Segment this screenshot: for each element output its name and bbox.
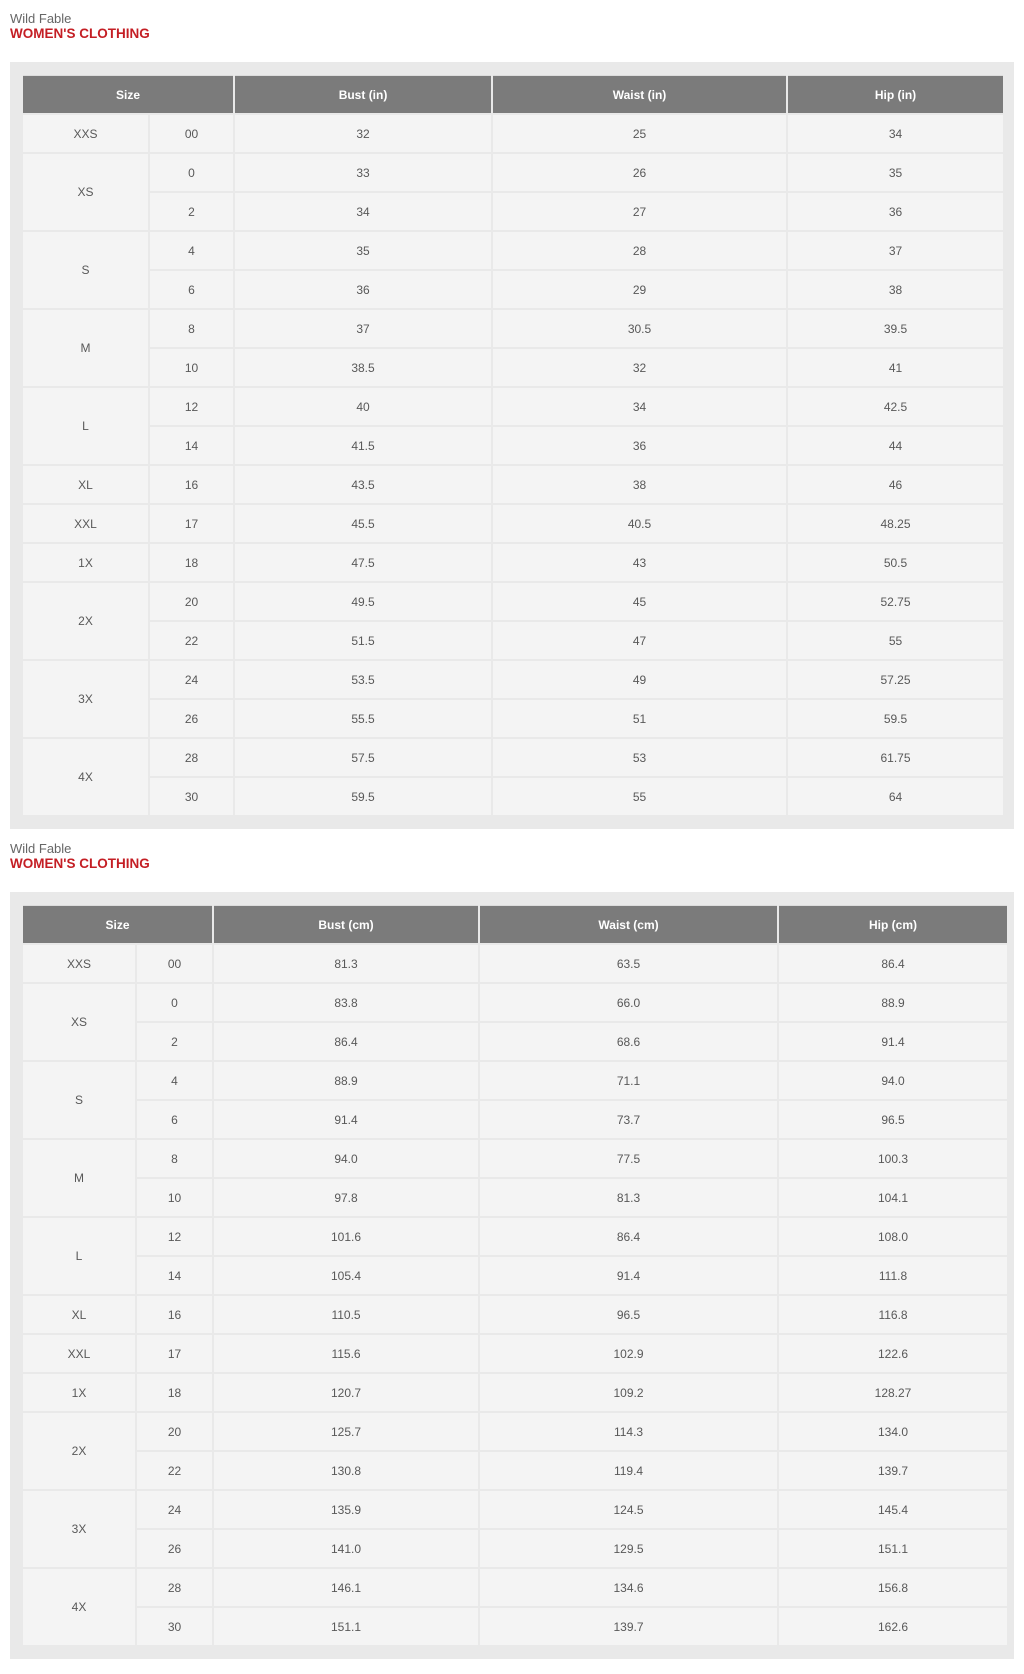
bust-cell: 105.4 (214, 1257, 478, 1294)
hip-cell: 86.4 (779, 945, 1007, 982)
table-row (23, 1530, 1007, 1567)
table-row (23, 1101, 1007, 1138)
table-row (23, 1569, 1007, 1606)
waist-cell: 45 (493, 583, 786, 620)
size-chart-inches (0, 0, 1024, 830)
bust-cell: 36 (235, 271, 491, 308)
waist-cell: 66.0 (480, 984, 777, 1021)
waist-cell: 68.6 (480, 1023, 777, 1060)
waist-cell: 102.9 (480, 1335, 777, 1372)
bust-cell: 94.0 (214, 1140, 478, 1177)
hip-cell: 44 (788, 427, 1003, 464)
hip-cell: 91.4 (779, 1023, 1007, 1060)
numeric-size-cell: 18 (150, 544, 233, 581)
numeric-size-cell: 17 (137, 1335, 212, 1372)
header-waist: Waist (cm) (480, 905, 777, 943)
hip-cell: 134.0 (779, 1413, 1007, 1450)
hip-cell: 104.1 (779, 1179, 1007, 1216)
brand-label: Wild Fable (10, 11, 72, 26)
bust-cell: 97.8 (214, 1179, 478, 1216)
numeric-size-cell: 0 (150, 154, 233, 191)
hip-cell: 111.8 (779, 1257, 1007, 1294)
hip-cell: 41 (788, 349, 1003, 386)
bust-cell: 40 (235, 388, 491, 425)
waist-cell: 134.6 (480, 1569, 777, 1606)
bust-cell: 146.1 (214, 1569, 478, 1606)
bust-cell: 125.7 (214, 1413, 478, 1450)
bust-cell: 110.5 (214, 1296, 478, 1333)
waist-cell: 77.5 (480, 1140, 777, 1177)
table-row (23, 388, 1003, 425)
numeric-size-cell: 28 (150, 739, 233, 776)
bust-cell: 115.6 (214, 1335, 478, 1372)
numeric-size-cell: 4 (150, 232, 233, 269)
bust-cell: 57.5 (235, 739, 491, 776)
table-row (23, 544, 1003, 581)
hip-cell: 46 (788, 466, 1003, 503)
waist-cell: 139.7 (480, 1608, 777, 1645)
letter-size-cell: XL (23, 1296, 135, 1333)
numeric-size-cell: 8 (150, 310, 233, 347)
table-row (23, 1062, 1007, 1099)
bust-cell: 83.8 (214, 984, 478, 1021)
waist-cell: 71.1 (480, 1062, 777, 1099)
bust-cell: 33 (235, 154, 491, 191)
table-row (23, 271, 1003, 308)
numeric-size-cell: 6 (137, 1101, 212, 1138)
waist-cell: 40.5 (493, 505, 786, 542)
table-body (23, 945, 1007, 1645)
brand-label: Wild Fable (10, 841, 72, 856)
header-size: Size (23, 905, 212, 943)
letter-size-cell: S (23, 1062, 135, 1138)
table-row (23, 984, 1007, 1021)
hip-cell: 35 (788, 154, 1003, 191)
hip-cell: 162.6 (779, 1608, 1007, 1645)
table-row (23, 349, 1003, 386)
hip-cell: 96.5 (779, 1101, 1007, 1138)
letter-size-cell: XL (23, 466, 148, 503)
hip-cell: 50.5 (788, 544, 1003, 581)
bust-cell: 59.5 (235, 778, 491, 815)
hip-cell: 122.6 (779, 1335, 1007, 1372)
hip-cell: 88.9 (779, 984, 1007, 1021)
letter-size-cell: XXL (23, 1335, 135, 1372)
table-row (23, 505, 1003, 542)
bust-cell: 51.5 (235, 622, 491, 659)
numeric-size-cell: 10 (150, 349, 233, 386)
bust-cell: 135.9 (214, 1491, 478, 1528)
table-row (23, 1452, 1007, 1489)
letter-size-cell: 1X (23, 1374, 135, 1411)
table-frame (10, 892, 1014, 1659)
table-row (23, 739, 1003, 776)
waist-cell: 53 (493, 739, 786, 776)
section-heading: WOMEN'S CLOTHING (10, 26, 150, 41)
waist-cell: 114.3 (480, 1413, 777, 1450)
bust-cell: 32 (235, 115, 491, 152)
table-row (23, 1608, 1007, 1645)
waist-cell: 129.5 (480, 1530, 777, 1567)
waist-cell: 28 (493, 232, 786, 269)
table-row (23, 1179, 1007, 1216)
hip-cell: 116.8 (779, 1296, 1007, 1333)
hip-cell: 37 (788, 232, 1003, 269)
waist-cell: 25 (493, 115, 786, 152)
letter-size-cell: 3X (23, 1491, 135, 1567)
waist-cell: 27 (493, 193, 786, 230)
letter-size-cell: XXS (23, 115, 148, 152)
table-row (23, 193, 1003, 230)
letter-size-cell: 2X (23, 583, 148, 659)
waist-cell: 109.2 (480, 1374, 777, 1411)
table-row (23, 700, 1003, 737)
hip-cell: 108.0 (779, 1218, 1007, 1255)
hip-cell: 48.25 (788, 505, 1003, 542)
waist-cell: 73.7 (480, 1101, 777, 1138)
header-hip: Hip (in) (788, 75, 1003, 113)
waist-cell: 91.4 (480, 1257, 777, 1294)
size-table-inches (21, 73, 1005, 817)
numeric-size-cell: 26 (150, 700, 233, 737)
bust-cell: 91.4 (214, 1101, 478, 1138)
table-header-row (23, 75, 1003, 113)
numeric-size-cell: 24 (137, 1491, 212, 1528)
bust-cell: 151.1 (214, 1608, 478, 1645)
waist-cell: 124.5 (480, 1491, 777, 1528)
hip-cell: 128.27 (779, 1374, 1007, 1411)
table-row (23, 232, 1003, 269)
bust-cell: 88.9 (214, 1062, 478, 1099)
waist-cell: 86.4 (480, 1218, 777, 1255)
letter-size-cell: 3X (23, 661, 148, 737)
letter-size-cell: XXS (23, 945, 135, 982)
table-row (23, 1257, 1007, 1294)
hip-cell: 34 (788, 115, 1003, 152)
hip-cell: 139.7 (779, 1452, 1007, 1489)
numeric-size-cell: 6 (150, 271, 233, 308)
numeric-size-cell: 28 (137, 1569, 212, 1606)
bust-cell: 45.5 (235, 505, 491, 542)
numeric-size-cell: 12 (137, 1218, 212, 1255)
table-row (23, 1335, 1007, 1372)
table-row (23, 661, 1003, 698)
letter-size-cell: XXL (23, 505, 148, 542)
bust-cell: 38.5 (235, 349, 491, 386)
table-row (23, 1296, 1007, 1333)
letter-size-cell: S (23, 232, 148, 308)
bust-cell: 37 (235, 310, 491, 347)
hip-cell: 55 (788, 622, 1003, 659)
bust-cell: 55.5 (235, 700, 491, 737)
size-table-centimeters (21, 903, 1009, 1647)
table-row (23, 1023, 1007, 1060)
waist-cell: 32 (493, 349, 786, 386)
waist-cell: 47 (493, 622, 786, 659)
letter-size-cell: L (23, 1218, 135, 1294)
waist-cell: 81.3 (480, 1179, 777, 1216)
waist-cell: 34 (493, 388, 786, 425)
waist-cell: 36 (493, 427, 786, 464)
table-row (23, 1374, 1007, 1411)
waist-cell: 49 (493, 661, 786, 698)
bust-cell: 47.5 (235, 544, 491, 581)
table-row (23, 778, 1003, 815)
numeric-size-cell: 0 (137, 984, 212, 1021)
header-bust: Bust (in) (235, 75, 491, 113)
numeric-size-cell: 14 (150, 427, 233, 464)
table-frame (10, 62, 1014, 829)
hip-cell: 38 (788, 271, 1003, 308)
letter-size-cell: XS (23, 984, 135, 1060)
letter-size-cell: L (23, 388, 148, 464)
hip-cell: 151.1 (779, 1530, 1007, 1567)
waist-cell: 30.5 (493, 310, 786, 347)
hip-cell: 64 (788, 778, 1003, 815)
numeric-size-cell: 26 (137, 1530, 212, 1567)
numeric-size-cell: 20 (137, 1413, 212, 1450)
letter-size-cell: 2X (23, 1413, 135, 1489)
numeric-size-cell: 20 (150, 583, 233, 620)
waist-cell: 55 (493, 778, 786, 815)
bust-cell: 120.7 (214, 1374, 478, 1411)
numeric-size-cell: 30 (137, 1608, 212, 1645)
table-row (23, 427, 1003, 464)
numeric-size-cell: 2 (137, 1023, 212, 1060)
bust-cell: 130.8 (214, 1452, 478, 1489)
header-bust: Bust (cm) (214, 905, 478, 943)
hip-cell: 100.3 (779, 1140, 1007, 1177)
hip-cell: 39.5 (788, 310, 1003, 347)
waist-cell: 26 (493, 154, 786, 191)
waist-cell: 96.5 (480, 1296, 777, 1333)
bust-cell: 34 (235, 193, 491, 230)
hip-cell: 52.75 (788, 583, 1003, 620)
table-row (23, 1140, 1007, 1177)
table-header-row (23, 905, 1007, 943)
bust-cell: 41.5 (235, 427, 491, 464)
table-row (23, 1218, 1007, 1255)
waist-cell: 43 (493, 544, 786, 581)
header-size: Size (23, 75, 233, 113)
letter-size-cell: 1X (23, 544, 148, 581)
waist-cell: 51 (493, 700, 786, 737)
numeric-size-cell: 22 (137, 1452, 212, 1489)
table-row (23, 1491, 1007, 1528)
bust-cell: 49.5 (235, 583, 491, 620)
hip-cell: 57.25 (788, 661, 1003, 698)
letter-size-cell: 4X (23, 739, 148, 815)
section-heading: WOMEN'S CLOTHING (10, 856, 150, 871)
waist-cell: 29 (493, 271, 786, 308)
letter-size-cell: XS (23, 154, 148, 230)
numeric-size-cell: 00 (150, 115, 233, 152)
hip-cell: 36 (788, 193, 1003, 230)
numeric-size-cell: 16 (137, 1296, 212, 1333)
table-row (23, 583, 1003, 620)
letter-size-cell: M (23, 1140, 135, 1216)
numeric-size-cell: 8 (137, 1140, 212, 1177)
numeric-size-cell: 22 (150, 622, 233, 659)
waist-cell: 38 (493, 466, 786, 503)
bust-cell: 35 (235, 232, 491, 269)
numeric-size-cell: 14 (137, 1257, 212, 1294)
numeric-size-cell: 16 (150, 466, 233, 503)
numeric-size-cell: 4 (137, 1062, 212, 1099)
table-row (23, 622, 1003, 659)
bust-cell: 141.0 (214, 1530, 478, 1567)
bust-cell: 81.3 (214, 945, 478, 982)
numeric-size-cell: 10 (137, 1179, 212, 1216)
table-row (23, 310, 1003, 347)
table-row (23, 1413, 1007, 1450)
numeric-size-cell: 18 (137, 1374, 212, 1411)
hip-cell: 61.75 (788, 739, 1003, 776)
waist-cell: 119.4 (480, 1452, 777, 1489)
numeric-size-cell: 12 (150, 388, 233, 425)
hip-cell: 42.5 (788, 388, 1003, 425)
hip-cell: 94.0 (779, 1062, 1007, 1099)
bust-cell: 101.6 (214, 1218, 478, 1255)
bust-cell: 53.5 (235, 661, 491, 698)
header-waist: Waist (in) (493, 75, 786, 113)
waist-cell: 63.5 (480, 945, 777, 982)
letter-size-cell: M (23, 310, 148, 386)
numeric-size-cell: 24 (150, 661, 233, 698)
bust-cell: 86.4 (214, 1023, 478, 1060)
table-row (23, 154, 1003, 191)
bust-cell: 43.5 (235, 466, 491, 503)
table-row (23, 945, 1007, 982)
header-hip: Hip (cm) (779, 905, 1007, 943)
table-row (23, 115, 1003, 152)
hip-cell: 145.4 (779, 1491, 1007, 1528)
numeric-size-cell: 30 (150, 778, 233, 815)
table-row (23, 466, 1003, 503)
table-body (23, 115, 1003, 815)
hip-cell: 59.5 (788, 700, 1003, 737)
numeric-size-cell: 17 (150, 505, 233, 542)
numeric-size-cell: 2 (150, 193, 233, 230)
letter-size-cell: 4X (23, 1569, 135, 1645)
numeric-size-cell: 00 (137, 945, 212, 982)
hip-cell: 156.8 (779, 1569, 1007, 1606)
size-chart-centimeters (0, 830, 1024, 1674)
